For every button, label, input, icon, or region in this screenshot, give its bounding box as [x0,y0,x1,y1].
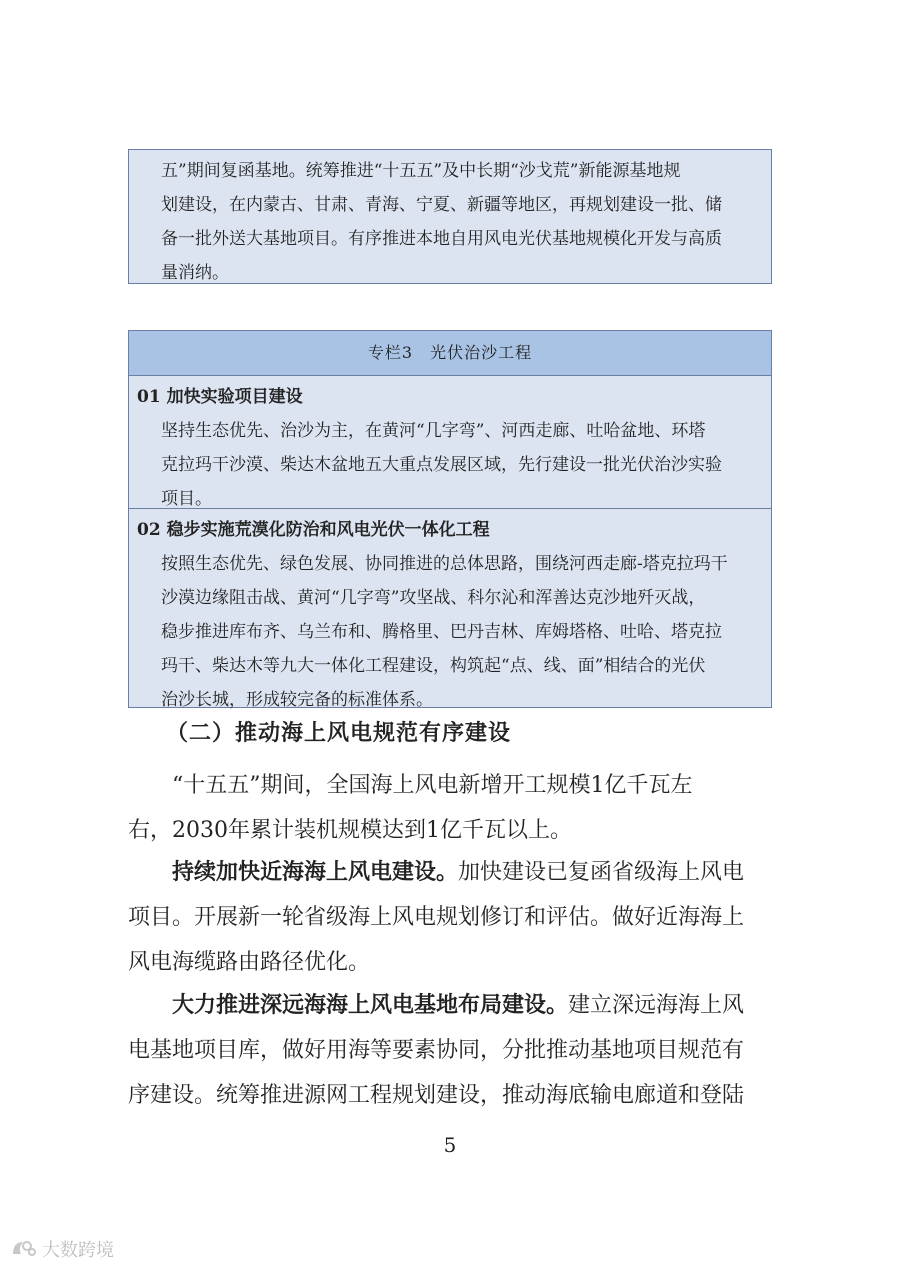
paragraph-2 [128,850,776,985]
section-line: 项目。 [161,489,212,509]
paragraph-text: 建立深远海海上风 [568,993,745,1018]
section-line: 稳步推进库布齐、乌兰布和、腾格里、巴丹吉林、库姆塔格、吐哈、塔克拉 [161,622,722,642]
paragraph-line [128,983,776,1028]
paragraph-line: “十五五”期间，全国海上风电新增开工规模1亿千瓦左 [172,773,693,798]
section-heading: （二）推动海上风电规范有序建设 [166,720,512,746]
paragraph-line [128,850,776,895]
column-box-3 [128,330,772,708]
paragraph-line: 风电海缆路由路径优化。 [128,950,371,975]
column-box-title: 专栏3 光伏治沙工程 [129,331,771,376]
column-section-02 [129,509,771,710]
continued-box [128,149,772,284]
section-line: 治沙长城，形成较完备的标准体系。 [161,690,433,710]
section-title: 02 稳步实施荒漠化防治和风电光伏一体化工程 [137,520,490,540]
box1-line: 五”期间复函基地。统筹推进“十五五”及中长期“沙戈荒”新能源基地规 [161,161,681,181]
section-line: 克拉玛干沙漠、柴达木盆地五大重点发展区域，先行建设一批光伏治沙实验 [161,455,722,475]
section-line: 沙漠边缘阻击战、黄河“几字弯”攻坚战、科尔沁和浑善达克沙地歼灭战， [161,588,706,608]
paragraph-lead: 大力推进深远海海上风电基地布局建设。 [172,992,569,1018]
section-line: 按照生态优先、绿色发展、协同推进的总体思路，围绕河西走廊-塔克拉玛干 [161,554,728,574]
box1-line: 量消纳。 [161,263,229,283]
paragraph-lead: 持续加快近海海上风电建设。 [172,859,459,885]
paragraph-text: 加快建设已复函省级海上风电 [458,860,745,885]
brand-logo-icon [10,1238,36,1260]
paragraph-line: 序建设。统筹推进源网工程规划建设，推动海底输电廊道和登陆 [128,1083,745,1108]
paragraph-line: 电基地项目库，做好用海等要素协同，分批推动基地项目规范有 [128,1038,745,1063]
watermark-text: 大数跨境 [42,1240,114,1261]
page-number: 5 [443,1133,457,1157]
box1-line: 划建设，在内蒙古、甘肃、青海、宁夏、新疆等地区，再规划建设一批、储 [161,195,722,215]
paragraph-1 [128,763,776,853]
section-title: 01 加快实验项目建设 [137,387,303,407]
watermark [10,1236,114,1262]
column-section-01 [129,376,771,509]
box1-line: 备一批外送大基地项目。有序推进本地自用风电光伏基地规模化开发与高质 [161,229,722,249]
section-line: 玛干、柴达木等九大一体化工程建设，构筑起“点、线、面”相结合的光伏 [161,656,706,676]
paragraph-line: 项目。开展新一轮省级海上风电规划修订和评估。做好近海海上 [128,905,745,930]
section-line: 坚持生态优先、治沙为主，在黄河“几字弯”、河西走廊、吐哈盆地、环塔 [161,421,706,441]
paragraph-line: 右，2030年累计装机规模达到1亿千瓦以上。 [128,818,572,843]
paragraph-3 [128,983,776,1118]
